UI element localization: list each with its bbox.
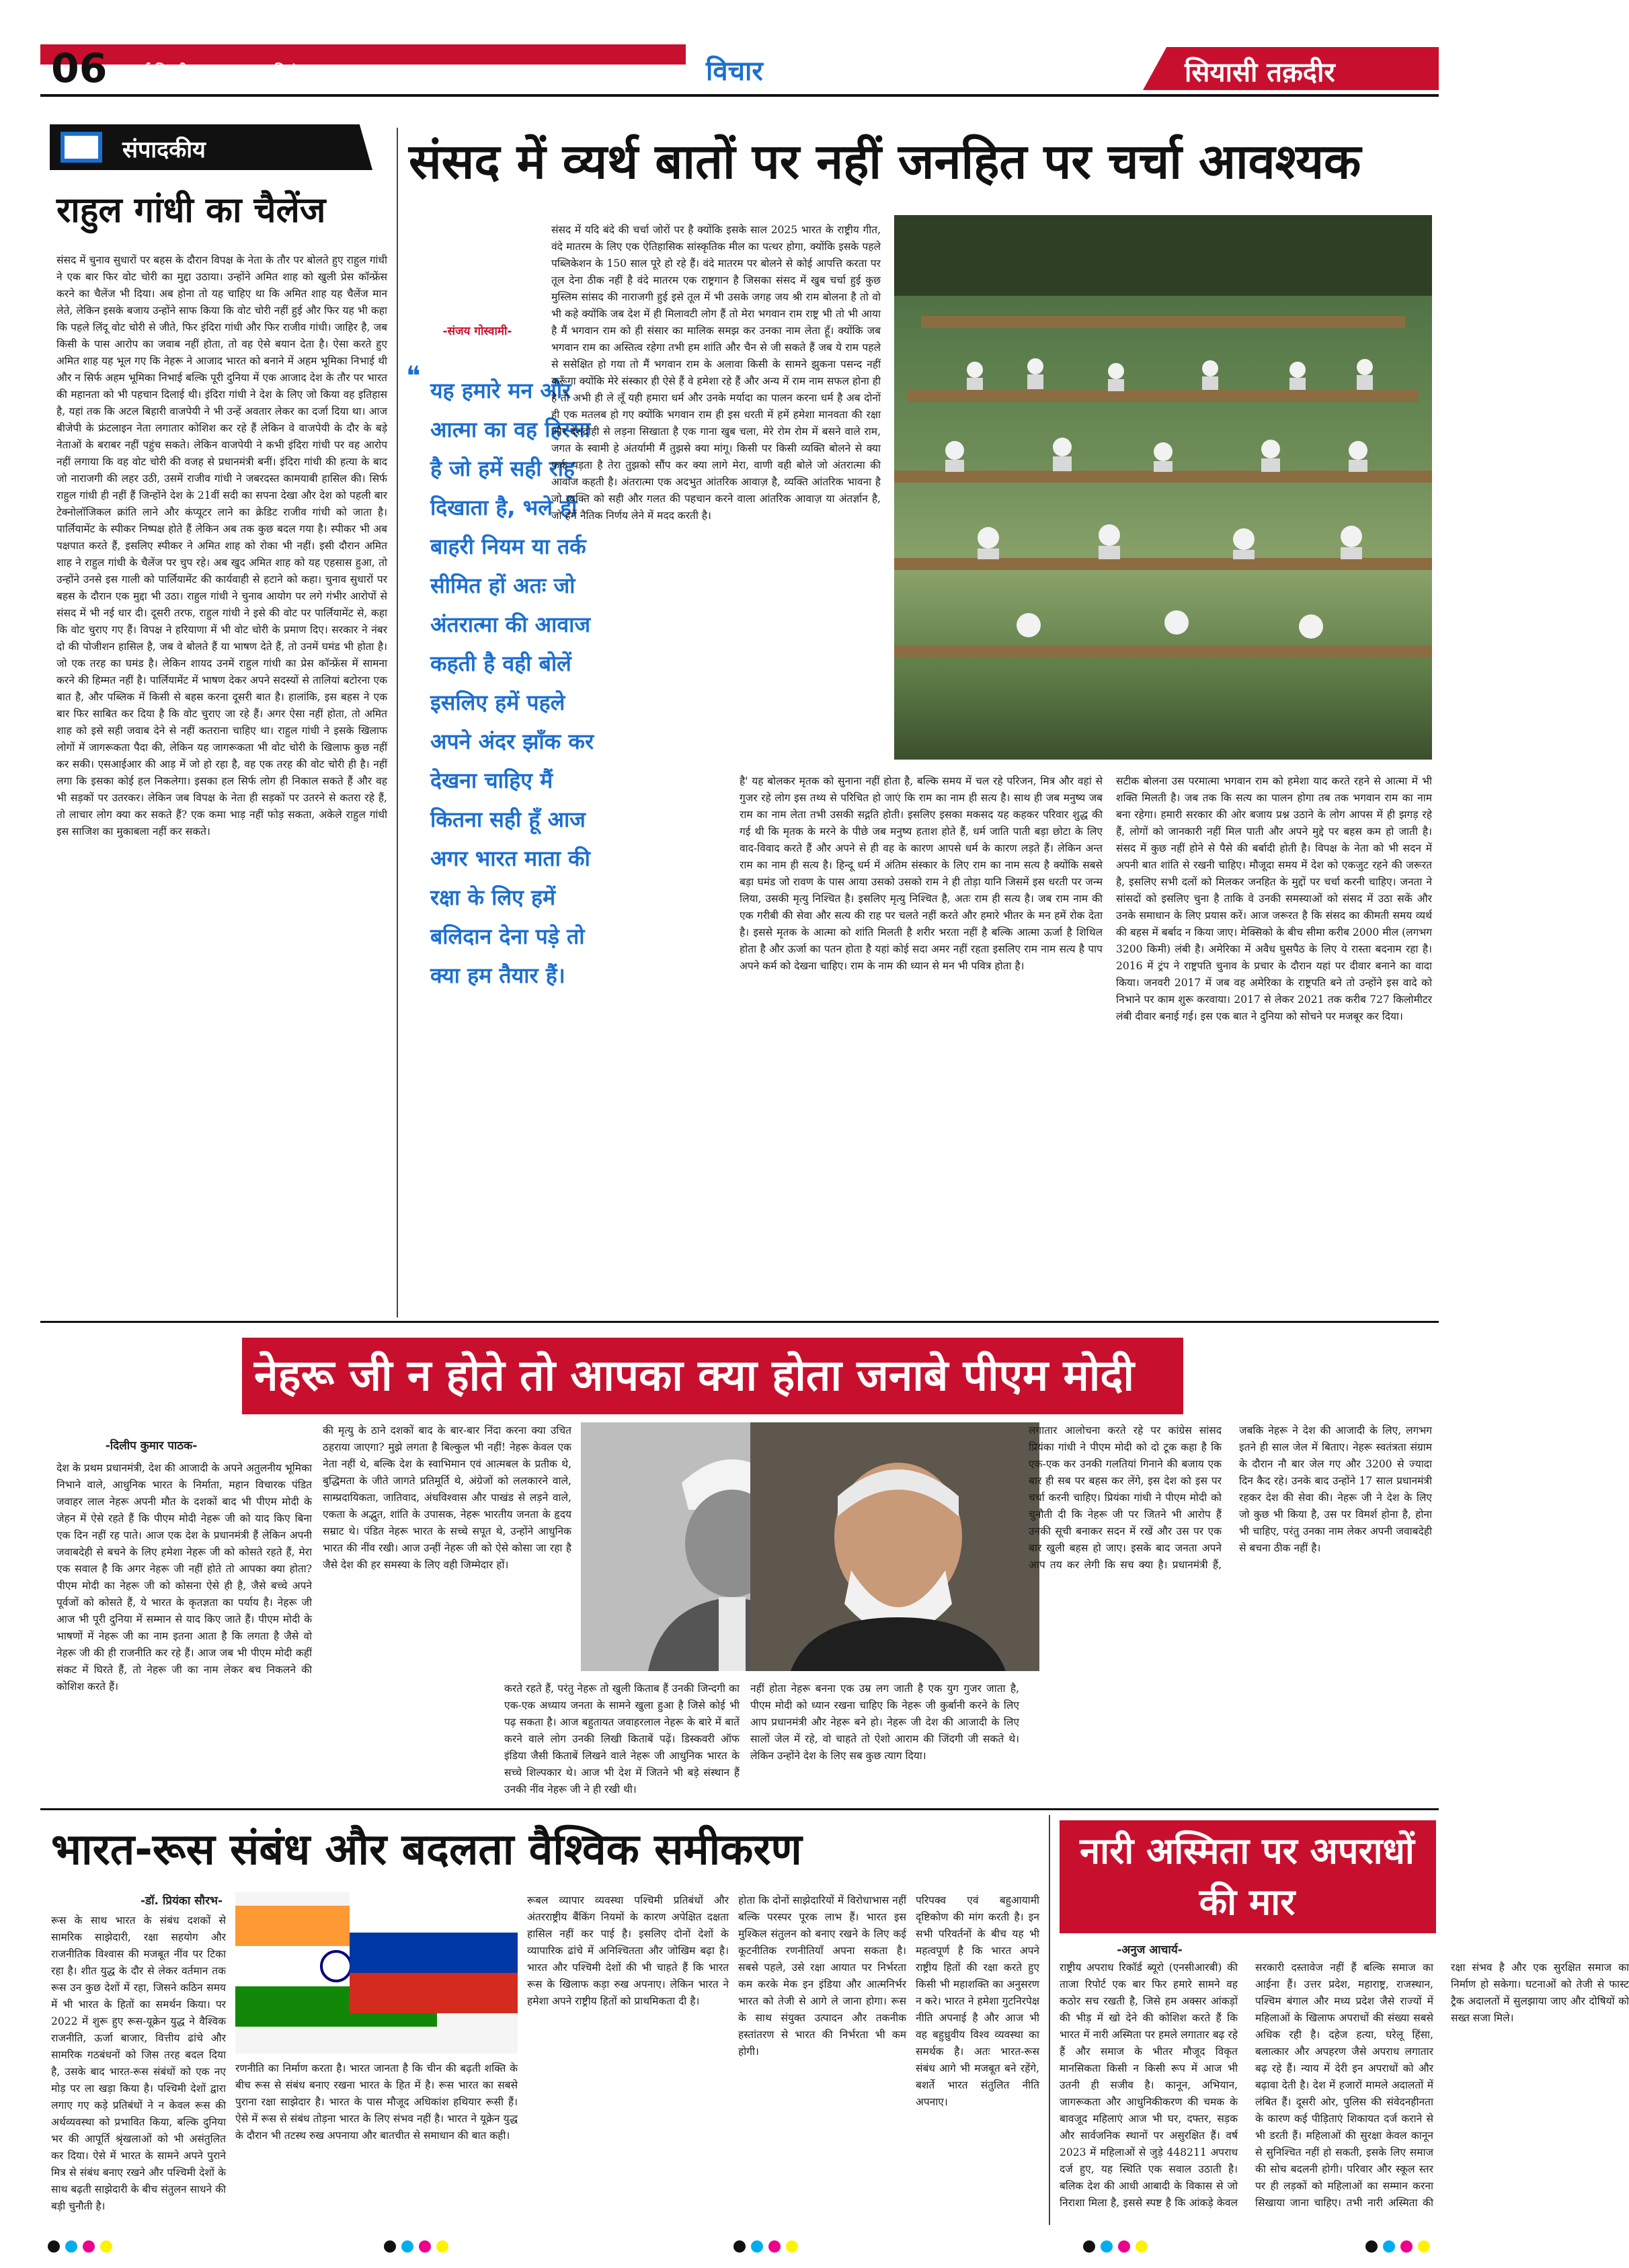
nari-byline: -अनुज आचार्य- bbox=[1117, 1943, 1183, 1957]
sansad-body-right: सटीक बोलना उस परमात्मा भगवान राम को हमेशा याद करते रहने से आत्मा में भी शक्ति मिलती है। जब तक कि सत्य का पालन होगा तब तक भगवान राम का नाम बना रहेगा। हमारी सरकार की ओर बजाय प्रश्न उठाने के लोग आपस में ही झगड़ रहे हैं, लोगों को जानकारी नहीं मिल पाती और अपने मुद्दे पर बहस कम हो जाती है। संसद में कुछ नहीं होने से पैसे की बर्बादी होती है। विपक्ष के नेता को भी सदन में अपनी बात शांति से रखनी चाहिए। मौजूदा समय में देश को एकजुट रहने की जरूरत है, इसलिए सभी दलों को मिलकर जनहित के मुद्दों पर चर्चा करनी चाहिए। जनता ने सांसदों को इसलिए चुना है ताकि वे उनकी समस्याओं को संसद में उठा सकें और उनके समाधान के लिए प्रयास करें। आज जरूरत है कि संसद का कीमती समय व्यर्थ की बहस में बर्बाद न किया जाए। मेक्सिको के बीच सीमा करीब 2000 मील (लगभग 3200 किमी) लंबी है। अमेरिका में अवैध घुसपैठ के लिए ये रास्ता बदनाम रहा है। 2016 में ट्रंप ने राष्ट्रपति चुनाव के प्रचार के दौरान यहां पर दीवार बनाने का वादा किया। जनवरी 2017 में जब वह अमेरिका के राष्ट्रपति बने तो उन्होंने इस वादे को निभाने पर काम शुरू करवाया। 2017 से लेकर 2021 तक करीब 727 किलोमीटर लंबी दीवार बनाई गई। इस एक बात ने दुनिया को सोचने पर मजबूर कर दिया। bbox=[1116, 775, 1432, 1022]
modi-portrait bbox=[750, 1422, 1039, 1671]
russia-body-c: रूबल व्यापार व्यवस्था पश्चिमी प्रतिबंधों और अंतरराष्ट्रीय बैंकिंग नियमों के कारण अपेक्षित दक्षता हासिल नहीं कर पाई है। इसलिए दोनों देशों के व्यापारिक ढांचे में अनिश्चितता और जोखिम बढ़ा है। भारत और पश्चिमी देशों की भी चाहते हैं कि भारत रूस के खिलाफ कड़ा रुख अपनाए। लेकिन भारत ने हमेशा अपने राष्ट्रीय हितों को प्राथमिकता दी है। bbox=[527, 1894, 729, 2007]
masthead-rule bbox=[40, 94, 1439, 97]
nehru-body-far: लगातार आलोचना करते रहे पर कांग्रेस सांसद प्रियंका गांधी ने पीएम मोदी को दो टूक कहा है कि एक-एक कर उनकी गलतियां गिनाने की बजाय एक बार ही सब पर बहस कर लेंगे, इस देश को इस पर चर्चा करनी चाहिए। प्रियंका गांधी ने पीएम मोदी को चुनौती दी कि नेहरू जी पर जितने भी आरोप हैं उनकी सूची बनाकर सदन में रखें और उस पर एक बार खुली बहस हो जाए। इसके बाद जनता अपने आप तय कर लेगी कि सच क्या है। प्रधानमंत्री हैं, जबकि नेहरू ने देश की आजादी के लिए, लगभग इतने ही साल जेल में बिताए। नेहरू स्वतंत्रता संग्राम के दौरान नौ बार जेल गए और 3200 से ज्यादा दिन कैद रहे। उनके बाद उन्होंने 17 साल प्रधानमंत्री रहकर देश की सेवा की। नेहरू जी ने देश के लिए जो कुछ भी किया है, उस पर विमर्श होना है, होना भी चाहिए, परंतु उनका नाम लेकर अपनी जवाबदेही से बचना ठीक नहीं है। bbox=[1029, 1424, 1432, 1571]
column-rule-3 bbox=[1049, 1815, 1050, 2225]
section-divider-2 bbox=[40, 1808, 1439, 1810]
footer-registration-bar bbox=[40, 2238, 1439, 2255]
nehru-body-left: देश के प्रथम प्रधानमंत्री, देश की आजादी के अपने अतुलनीय भूमिका निभाने वाले, आधुनिक भारत के निर्माता, महान विचारक पंडित जवाहर लाल नेहरू अपनी मौत के दशकों बाद भी पीएम मोदी के जेहन में ऐसे रहते हैं कि पीएम मोदी नेहरू जी को याद किए बिना एक दिन नहीं रह पाते। आज एक देश के प्रधानमंत्री हैं लेकिन अपनी जवाबदेही से बचने के लिए हमेशा नेहरू जी को कोसते रहते हैं, मेरा एक सवाल है कि अगर नेहरू जी नहीं होते तो आपका क्या होता? पीएम मोदी का नेहरू जी को कोसना ऐसे ही है, जैसे बच्चे अपने पूर्वजों को कोसते हैं, ये भारत के कृतज्ञता का पर्याय है। नेहरू जी आज भी पूरी दुनिया में सम्मान से याद किए जाते हैं। पीएम मोदी के भाषणों में नेहरू जी का नाम इतना आता है कि लगता है जैसे वो नेहरू जी की ही राजनीति कर रहे हैं। आज जब भी पीएम मोदी कहीं संकट में घिरते हैं, तो नेहरू जी का नाम लेकर बच निकलने की कोशिश करते हैं। bbox=[56, 1462, 312, 1693]
nehru-body-right2: नहीं होता नेहरू बनना एक उम्र लग जाती है एक युग गुजर जाता है, पीएम मोदी को ध्यान रखना चाहिए कि नेहरू जी कुर्बानी करने के लिए आप प्रधानमंत्री और नेहरू बने हो। नेहरू जी देश की आजादी के लिए सालों जेल में रहे, वो चाहते तो ऐशो आराम की जिंदगी जी सकते थे। लेकिन उन्होंने देश के लिए सब कुछ त्याग दिया। bbox=[750, 1683, 1019, 1762]
india-russia-flags bbox=[235, 1892, 518, 2054]
russia-headline: भारत-रूस संबंध और बदलता वैश्विक समीकरण bbox=[51, 1825, 802, 1875]
modi-photo bbox=[750, 1422, 1039, 1671]
sansad-byline: -संजय गोस्वामी- bbox=[442, 325, 512, 338]
nehru-body-right: करते रहते हैं, परंतु नेहरू तो खुली किताब हैं उनकी जिन्दगी का एक-एक अध्याय जनता के सामने खुला हुआ है जिसे कोई भी पढ़ सकता है। आज बहुतायत जवाहरलाल नेहरू के बारे में बातें करने वाले लोग उनकी लिखी किताबें पढ़ें। डिस्कवरी ऑफ इंडिया जैसी किताबें लिखने वाले नेहरू जी आधुनिक भारत के सच्चे शिल्पकार थे। आज भी देश में जितने भी बड़े संस्थान हैं उनकी नींव नेहरू जी ने ही रखी थी। bbox=[504, 1683, 740, 1795]
dateline: नई दिल्ली, शुक्रवार, 12 दिसंबर, 2025 bbox=[134, 63, 362, 80]
section-label: विचार bbox=[706, 56, 763, 87]
nehru-body-mid: की मृत्यु के ठाने दशकों बाद के बार-बार निंदा करना क्या उचित ठहराया जाएगा? मुझे लगता है बिल्कुल भी नहीं! नेहरू केवल एक नेता नहीं थे, बल्कि देश के स्वाभिमान एवं आत्मबल के प्रतीक थे, बुद्धिमता के जीते जागते प्रतिमूर्ति थे, अंग्रेजों को ललकारने वाले, साम्प्रदायिकता, जातिवाद, अंधविश्वास और पाखंड से लड़ने वाले, एकता के अद्भुत, शांति के उपासक, नेहरू भारतीय जनता के हृदय सम्राट थे। पंडित नेहरू भारत के सच्चे सपूत थे, उन्होंने आधुनिक भारत की नींव रखी। आज उन्हीं नेहरू जी को ऐसे कोसा जा रहा है जैसे देश की हर समस्या के लिए वही जिम्मेदार हों। bbox=[323, 1424, 571, 1571]
nehru-headline: नेहरू जी न होते तो आपका क्या होता जनाबे पीएम मोदी bbox=[254, 1351, 1134, 1401]
sansad-headline: संसद में व्यर्थ बातों पर नहीं जनहित पर चर्चा आवश्यक bbox=[409, 133, 1361, 190]
column-rule bbox=[397, 128, 398, 1318]
russia-body-a: रूस के साथ भारत के संबंध दशकों से सामरिक साझेदारी, रक्षा सहयोग और राजनीतिक विश्वास की मजबूत नींव पर टिका रहा है। शीत युद्ध के दौर से लेकर वर्तमान तक रूस उन कुछ देशों में रहा, जिसने कठिन समय में भी भारत के हितों का समर्थन किया। पर 2022 में शुरू हुए रूस-यूक्रेन युद्ध ने वैश्विक राजनीति, ऊर्जा बाजार, वित्तीय ढांचे और सामरिक गठबंधनों को जिस तरह बदल दिया है, उसके बाद भारत-रूस संबंधों को एक नए मोड़ पर ला खड़ा किया है। पश्चिमी देशों द्वारा लगाए गए कड़े प्रतिबंधों ने न केवल रूस की अर्थव्यवस्था को प्रभावित किया, बल्कि दुनिया भर की आपूर्ति श्रृंखलाओं को भी असंतुलित कर दिया। ऐसे में भारत के सामने अपने पुराने मित्र से संबंध बनाए रखने और पश्चिमी देशों के साथ बढ़ती साझेदारी के बीच संतुलन साधने की बड़ी चुनौती है। bbox=[51, 1914, 226, 2212]
parliament-illustration bbox=[894, 215, 1432, 760]
sansad-body-bottom: है' यह बोलकर मृतक को सुनाना नहीं होता है, बल्कि समय में चल रहे परिजन, मित्र और वहां से गुजर रहे लोग इस तथ्य से परिचित हो जाएं कि राम का नाम ही सत्य है। साथ ही जब मनुष्य जब राम का नाम लेता तभी उसकी सद्गति होती। इसलिए इसका मकसद यह कहकर परिवार शुद्ध की गई थी कि मृतक के मरने के पीछे जब मनुष्य हताश होते हैं, धर्म जाति पाती बड़ा छोटा के लिए वाद-विवाद करते हैं और अपने से ही वह के कारण आपसे धर्म के कारण लड़ते हैं। लेकिन अन्त राम का नाम ही सत्य है। हिन्दू धर्म में अंतिम संस्कार के लिए राम का नाम सत्य है क्योंकि सबसे बड़ा घमंड जो रावण के पास आया उसको उसको राम ने ही तोड़ा यानि जिसमें इस धरती पर जन्म लिया, उसकी मृत्यु निश्चित है। इसलिए मृत्यु निश्चित है, अतः राम ही सत्य है। जब राम नाम की एक गरीबी की सेवा और सत्य की राह पर चलते नहीं करते और हमारे भीतर के मन हमें रोक देता है। इससे मृतक के आत्मा को शांति मिलती है शरीर भरता नहीं है बल्कि आत्मा ऊर्जा है शिथिल होता है और ऊर्जा का पतन होता है यहां कोई सदा अमर नहीं रहता इसलिए राम नाम सत्य है पाप अपने कर्म को देखना चाहिए। राम के नाम की ध्यान से मन भी पवित्र होता है। bbox=[740, 775, 1103, 972]
russia-body-b: रणनीति का निर्माण करता है। भारत जानता है कि चीन की बढ़ती शक्ति के बीच रूस से संबंध बनाए रखना भारत के हित में है। रूस भारत का सबसे पुराना रक्षा साझेदार है। भारत के पास मौजूद अधिकांश हथियार रूसी हैं। ऐसे में रूस से संबंध तोड़ना भारत के लिए संभव नहीं है। भारत ने यूक्रेन युद्ध के दौरान भी तटस्थ रुख अपनाया और बातचीत से समाधान की बात कही। bbox=[235, 2062, 518, 2142]
russia-body-e: परिपक्व एवं बहुआयामी दृष्टिकोण की मांग करती है। इन सभी परिवर्तनों के बीच यह भी महत्वपूर्ण है कि भारत अपने राष्ट्रीय हितों की रक्षा करते हुए किसी भी महाशक्ति का अनुसरण न करे। भारत ने हमेशा गुटनिरपेक्ष नीति अपनाई है और आज भी वह बहुध्रुवीय विश्व व्यवस्था का समर्थक है। अतः भारत-रूस संबंध आगे भी मजबूत बने रहेंगे, बशर्ते भारत संतुलित नीति अपनाए। bbox=[916, 1894, 1039, 2108]
russia-body-d: होता कि दोनों साझेदारियों में विरोधाभास नहीं बल्कि परस्पर पूरक लाभ हैं। भारत इस मुश्किल संतुलन को बनाए रखने के लिए कई कूटनीतिक रणनीतियाँ अपना सकता है। सबसे पहले, उसे रक्षा आयात पर निर्भरता कम करके मेक इन इंडिया और आत्मनिर्भर भारत को तेजी से आगे ले जाना होगा। रूस के साथ संयुक्त उत्पादन और तकनीक हस्तांतरण से भारत की निर्भरता भी कम होगी। bbox=[738, 1894, 906, 2058]
parliament-photo bbox=[894, 215, 1432, 760]
flags-photo bbox=[235, 1892, 518, 2054]
sansad-pullquote: यह हमारे मन और आत्मा का वह हिस्सा है जो हमें सही राह दिखाता है, भले ही बाहरी नियम या तर्क सीमित हों अतः जो अंतरात्मा की आवाज कहती है वही बोलें इसलिए हमें पहले अपने अंदर झाँक कर देखना चाहिए मैं कितना सही हूँ आज अगर भारत माता की रक्षा के लिए हमें बलिदान देना पड़े तो क्या हम तैयार हैं। bbox=[430, 378, 594, 988]
nari-body: राष्ट्रीय अपराध रिकॉर्ड ब्यूरो (एनसीआरबी) की ताजा रिपोर्ट एक बार फिर हमारे सामने वह कठोर सच रखती है, जिसे हम अक्सर आंकड़ों की भीड़ में खो देने की कोशिश करते हैं कि भारत में नारी अस्मिता पर हमले लगातार बढ़ रहे हैं और समाज के भीतर मौजूद विकृत मानसिकता किसी न किसी रूप में आज भी उतनी ही सजीव है। कानून, अभियान, जागरूकता और आधुनिकीकरण की चमक के बावजूद महिलाएं आज भी घर, दफ्तर, सड़क और सार्वजनिक स्थानों पर असुरक्षित हैं। वर्ष 2023 में महिलाओं से जुड़े 448211 अपराध दर्ज हुए, यह स्थिति एक सवाल उठाती है। बलिक देश की आधी आबादी के विकास से जो निराशा मिला है, इससे स्पष्ट है कि आंकड़े केवल सरकारी दस्तावेज नहीं हैं बल्कि समाज का आईना हैं। उत्तर प्रदेश, महाराष्ट्र, राजस्थान, पश्चिम बंगाल और मध्य प्रदेश जैसे राज्यों में महिलाओं के खिलाफ अपराधों की संख्या सबसे अधिक रही है। दहेज हत्या, घरेलू हिंसा, बलात्कार और अपहरण जैसे अपराध लगातार बढ़ रहे हैं। न्याय में देरी इन अपराधों को और बढ़ावा देती है। देश में हजारों मामले अदालतों में लंबित हैं। दूसरी ओर, पुलिस की संवेदनहीनता के कारण कई पीड़िताएं शिकायत दर्ज कराने से भी डरती हैं। महिलाओं की सुरक्षा केवल कानून से सुनिश्चित नहीं हो सकती, इसके लिए समाज की सोच बदलनी होगी। परिवार और स्कूल स्तर पर ही लड़कों को महिलाओं का सम्मान करना सिखाया जाना चाहिए। तभी नारी अस्मिता की रक्षा संभव है और एक सुरक्षित समाज का निर्माण हो सकेगा। घटनाओं को तेजी से फास्ट ट्रैक अदालतों में सुलझाया जाए और दोषियों को सख्त सजा मिले। bbox=[1060, 1961, 1629, 2209]
editorial-body: संसद में चुनाव सुधारों पर बहस के दौरान विपक्ष के नेता के तौर पर बोलते हुए राहुल गांधी ने एक बार फिर वोट चोरी का मुद्दा उठाया। उन्होंने अमित शाह को खुली प्रेस कॉन्फ्रेंस करने का चैलेंज भी दिया। अब होना तो यह चाहिए था कि अमित शाह यह चैलेंज मान लेते, लेकिन इसके बजाय उन्होंने साफ किया कि वोट चोरी नहीं हुई और फिर यह भी कहा कि पहले लिंदू वोट चोरी से जीते, फिर इंदिरा गांधी और फिर राजीव गांधी। जाहिर है, जब किसी के पास आरोप का जवाब नहीं होता, तो वह ऐसे बयान देता है। ऐसा करते हुए अमित शाह यह भूल गए कि नेहरू ने आजाद भारत को बनाने में अहम भूमिका निभाई थी और न सिर्फ अहम भूमिका निभाई बल्कि पूरी दुनिया में एक आजाद देश के तौर पर भारत की महानता को भी पहचान दिलाई थी। इंदिरा गांधी ने देश के लिए जो किया वह इतिहास है, यहां तक कि अटल बिहारी वाजपेयी ने भी उन्हें अवतार लेकर का दर्जा दिया था। आज बीजेपी के फ्रंटलाइन नेता लगातार कोशिश कर रहे हैं लेकिन वे वाजपेयी के दौर के बड़े नेताओं के बराबर नहीं पहुंच सकते। लेकिन वाजपेयी ने कभी इंदिरा गांधी पर वह आरोप नहीं लगाया कि वह वोट चोरी की वजह से प्रधानमंत्री बनीं। इंदिरा गांधी की हत्या के बाद जो नाराजगी की लहर उठी, उसमें राजीव गांधी ने जबरदस्त कामयाबी हासिल की। सिर्फ राहुल गांधी ही नहीं हैं जिन्होंने देश के 21वीं सदी का सपना देखा और देश को पहली बार टेक्नोलॉजिकल क्रांति लाने और कंप्यूटर लाने का क्रेडिट राजीव गांधी को जाता है। पार्लियामेंट के स्पीकर निष्पक्ष होते हैं लेकिन अब तक कुछ बदल गया है। स्पीकर भी अब पक्षपात करते हैं, इसलिए स्पीकर ने अमित शाह को रोका भी नहीं। इसी दौरान अमित शाह ने राहुल गांधी के चैलेंज पर चुप रहे। अब खुद अमित शाह को यह एहसास हुआ, तो उन्होंने उनसे इस गाली को पार्लियामेंट की कार्यवाही से हटाने को कहा। चुनाव सुधारों पर बहस के दौरान एक मुद्दा भी उठा। राहुल गांधी ने चुनाव आयोग पर लगे गंभीर आरोपों से संसद में भी नई धार दी। दूसरी तरफ, राहुल गांधी ने इसे की वोट पर पार्लियामेंट से, कहा कि वोट चुराए गए हैं। विपक्ष ने हरियाणा में भी वोट चोरी के प्रमाण दिए। सरकार ने नंबर दो की पोजीशन हासिल है, जब वे बोलते हैं या भाषण देते हैं, तो उनमें घमंड भी होता है। जो एक तरह का घमंड है। लेकिन शायद उनमें राहुल गांधी का प्रेस कॉन्फ्रेंस में सामना करने की हिम्मत नहीं है। पार्लियामेंट में भाषण देकर अपने सदस्यों से तालियां बटोरना एक बात है, और पब्लिक में किसी से बहस करना दूसरी बात है। हालांकि, इस बहस ने एक बार फिर साबित कर दिया है कि वोट चुराए जा रहे हैं। अगर ऐसा नहीं होता, तो अमित शाह को इसे सही जवाब देने से नहीं कतराना चाहिए था। राहुल गांधी ने इसके खिलाफ लोगों में जागरूकता पैदा की, लेकिन यह जागरूकता भी वोट चोरी के खिलाफ कुछ नहीं कर सकी। एसआईआर की आड़ में जो हो रहा है, वह एक तरह की वोट चोरी ही है। नहीं लगा कि इसका कोई हल निकलेगा। इसका हल सिर्फ लोग ही निकाल सकते हैं और वह भी सड़कों पर उतरकर। लेकिन जब विपक्ष के नेता ही सड़कों पर उतरने से कतरा रहे हैं, तो लाचार लोग क्या कर सकते हैं? एक कमा भाड़ नहीं फोड़ सकता, अकेले राहुल गांधी इस साजिश का मुकाबला नहीं कर सकते। bbox=[56, 254, 387, 838]
nari-headline: नारी अस्मिता पर अपराधों की मार bbox=[1080, 1830, 1415, 1923]
color-registration-marks bbox=[40, 2238, 1439, 2255]
editorial-label: संपादकीय bbox=[122, 136, 206, 163]
pullquote-mark: ❝ bbox=[406, 361, 421, 392]
editorial-logo-box bbox=[61, 132, 102, 163]
editorial-title: राहुल गांधी का चैलेंज bbox=[56, 190, 326, 231]
section-divider bbox=[40, 1321, 1439, 1323]
brand-title: सियासी तक़दीर bbox=[1185, 57, 1335, 88]
russia-byline: -डॉ. प्रियंका सौरभ- bbox=[140, 1894, 223, 1908]
nehru-byline: -दिलीप कुमार पाठक- bbox=[105, 1439, 198, 1453]
masthead bbox=[0, 0, 1479, 92]
sansad-body-top: संसद में यदि बंदे की चर्चा जोरों पर है क्योंकि इसके साल 2025 भारत के राष्ट्रीय गीत, वंदे मातरम के लिए एक ऐतिहासिक सांस्कृतिक मील का पत्थर होगा, क्योंकि इसके पहले पब्लिकेशन के 150 साल पूरे हो रहे हैं। वंदे मातरम पर बोलने से कोई आपत्ति करता पर तूल देना ठीक नहीं है वंदे मातरम एक राष्ट्रगान है जिसका संसद में खुब चर्चा हुई कुछ मुस्लिम सांसद की नाराजगी हुई इसे तूल में भी उसके जगह जय श्री राम बोलना है तो वो भी कहे क्योंकि जब देश में ही मिलावटी लोग हैं तो मेरा भगवान राम राष्ट्र भी तो भी आया है मैं भगवान राम को ही संसार का मालिक समझ कर उनका नाम लेता हूँ। क्योंकि जब भगवान राम का अस्तित्व रहेगा तभी हम शांति और चैन से जी सकते हैं जब ये राम पहले से ससेक्षित हो गया तो मैं भगवान राम के अलावा किसी के सामने झुकना पसन्द नहीं करूँगा क्योंकि मेरे संस्कार ही ऐसे हैं वे हमेशा रहे हैं और अन्य में राम नाम सफल होना ही है तो अभी ही ले लूँ यही हमारा धर्म और उनके मर्यादा का पालन करना धर्म है अब दोनों ही एक मतलब हो गए क्योंकि भगवान राम ही इस धरती में हमें हमेशा मानवता की रक्षा और देशद्रोही से लड़ना सिखाता है एक गाना खुब चला, मेरे रोम रोम में बसने वाले राम, जगत के स्वामी हे अंतर्यामी मैं तुझसे क्या मांगू। किसी पर किसी व्यक्ति बोलने से क्या फर्क पड़ता है तेरा तुझको सौंप कर क्या लागे मेरा, वाणी वही बोले जो अंतरात्मा की आवाज कहती है। अंतरात्मा एक अदभुत आंतरिक आवाज़ है, व्यक्ति आंतरिक भावना है जो व्यक्ति को सही और गलत की पहचान करने वाला आंतरिक आवाज़ या अंतर्ज्ञान है, जो हमें नैतिक निर्णय लेने में मदद करती है। bbox=[551, 224, 881, 522]
page-number: 06 bbox=[51, 45, 108, 92]
